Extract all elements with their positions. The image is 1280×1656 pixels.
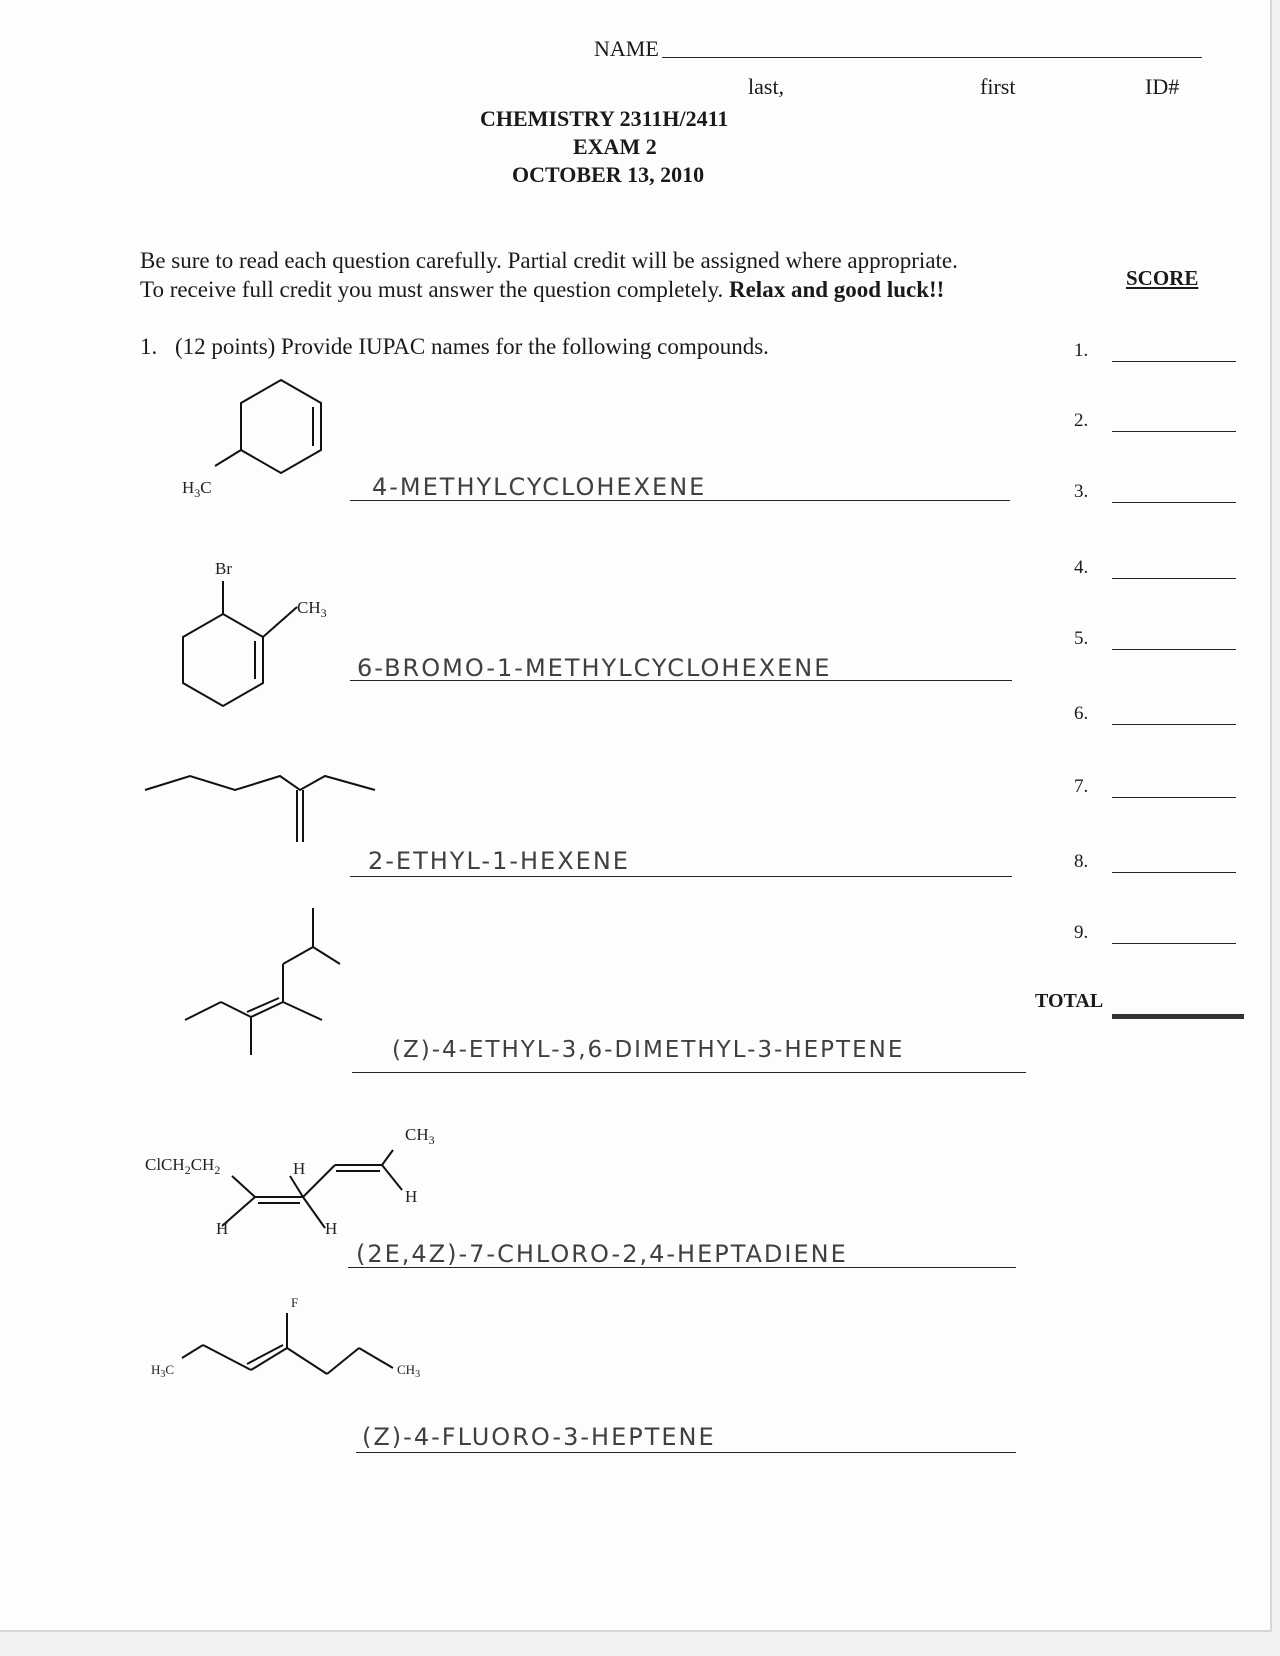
score-number: 1. [1074,340,1089,361]
ch3-label: $CH_3$ [297,598,327,620]
answer-2[interactable]: 6-BROMO-1-METHYLCYCLOHEXENE [357,654,832,682]
answer-4[interactable]: (Z)-4-ETHYL-3,6-DIMETHYL-3-HEPTENE [392,1037,905,1063]
h-bottom-left-label: H [216,1219,229,1238]
score-number: 5. [1074,628,1089,649]
ch3-top-label: $CH_3$ [405,1125,435,1147]
molecule-4-fluoro-3-heptene [145,1290,445,1410]
h-top-label: H [293,1159,306,1178]
exam-date: OCTOBER 13, 2010 [512,162,705,187]
score-number: 6. [1074,703,1089,724]
instructions-line2-text: To receive full credit you must answer the question completely. [140,277,729,302]
score-blank[interactable] [1112,431,1236,432]
score-number: 4. [1074,557,1089,578]
instructions-line1: Be sure to read each question carefully. Partial credit will be assigned where appropriate. [140,248,958,273]
score-blank[interactable] [1112,502,1236,503]
h3c-label-2: $H_3C$ [151,1362,175,1380]
course-title: CHEMISTRY 2311H/2411 [480,106,729,131]
f-label: F [291,1295,299,1310]
answer-line-2 [350,680,1012,681]
score-number: 8. [1074,851,1089,872]
score-blank[interactable] [1112,578,1236,579]
name-line [662,57,1202,58]
total-blank[interactable] [1112,1014,1244,1019]
exam-title: EXAM 2 [573,134,657,159]
score-number: 7. [1074,776,1089,797]
answer-line-3 [350,876,1012,877]
instructions-line2 [140,277,944,303]
score-number: 3. [1074,481,1089,502]
clch2ch2-label: $ClCH_2CH_2$ [145,1155,221,1177]
score-blank[interactable] [1112,943,1236,944]
score-blank[interactable] [1112,649,1236,650]
score-blank[interactable] [1112,724,1236,725]
first-label: first [980,74,1016,99]
score-number: 9. [1074,922,1089,943]
answer-5[interactable]: (2E,4Z)-7-CHLORO-2,4-HEPTADIENE [356,1240,848,1268]
score-number: 2. [1074,410,1089,431]
molecule-4-ethyl-3-6-dimethyl-3-heptene [180,900,400,1070]
br-label: Br [215,559,232,578]
h-right-label: H [405,1187,418,1206]
question-number: 1. [140,334,158,359]
h-bottom-mid-label: H [325,1219,338,1238]
id-label: ID# [1145,74,1180,99]
score-blank[interactable] [1112,361,1236,362]
last-label: last, [748,74,785,99]
good-luck-text: Relax and good luck!! [728,277,945,302]
answer-line-1 [350,500,1010,501]
molecule-7-chloro-2-4-heptadiene [140,1120,440,1260]
molecule-2-ethyl-1-hexene [140,760,400,860]
answer-line-5 [348,1267,1016,1268]
score-heading: SCORE [1126,266,1199,290]
answer-6[interactable]: (Z)-4-FLUORO-3-HEPTENE [362,1423,716,1451]
total-label: TOTAL [1035,990,1104,1012]
question-prompt: (12 points) Provide IUPAC names for the following compounds. [175,334,769,359]
molecule-6-bromo-1-methylcyclohexene [170,555,370,695]
ch3-label-2: $CH_3$ [397,1362,421,1380]
answer-3[interactable]: 2-ETHYL-1-HEXENE [368,847,630,875]
score-blank[interactable] [1112,872,1236,873]
score-blank[interactable] [1112,797,1236,798]
answer-1[interactable]: 4-METHYLCYCLOHEXENE [372,473,707,501]
answer-line-4 [352,1072,1026,1073]
answer-line-6 [356,1452,1016,1453]
molecule-4-methylcyclohexene [170,378,370,498]
h3c-label: $H_3C$ [182,478,212,500]
name-label: NAME [594,36,659,61]
